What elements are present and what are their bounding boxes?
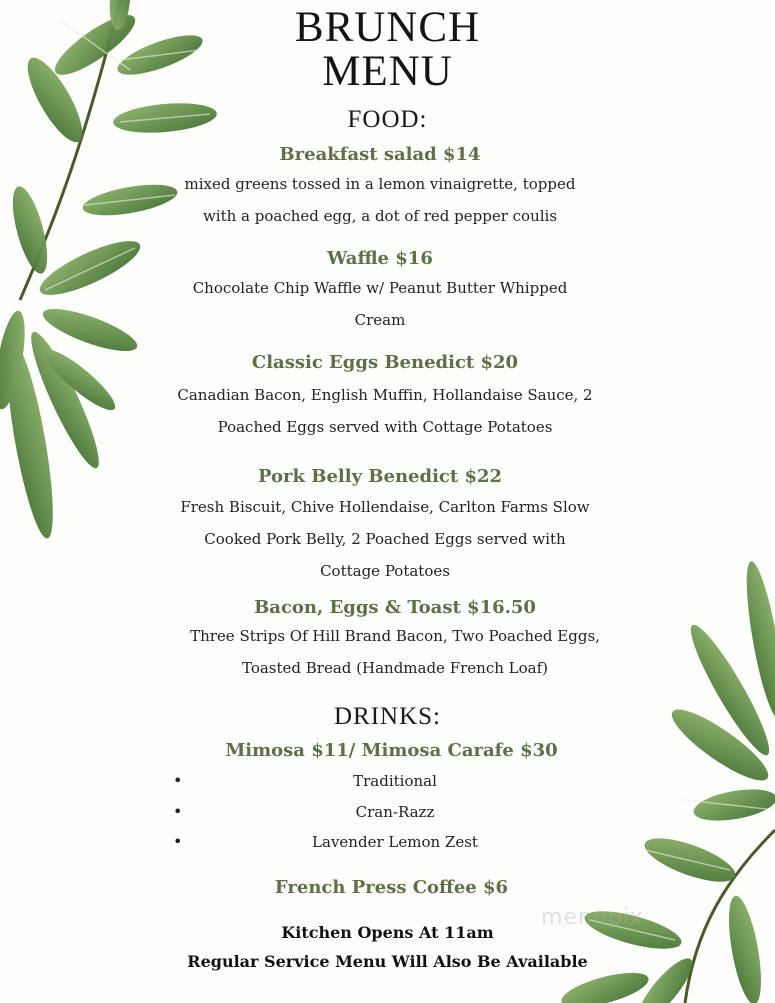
mimosa-title: Mimosa $11/ Mimosa Carafe $30	[225, 740, 558, 761]
menu-item-desc	[0, 379, 770, 443]
desc-line: Poached Eggs served with Cottage Potatoes	[217, 418, 553, 436]
option-label: Traditional	[353, 772, 437, 790]
list-item	[170, 766, 620, 797]
desc-line: Fresh Biscuit, Chive Hollendaise, Carlton Farms Slow	[180, 498, 590, 516]
menu-item-title: Breakfast salad $14	[279, 144, 481, 165]
watermark-text: menupix	[541, 905, 644, 930]
bullet-icon: •	[173, 801, 183, 821]
desc-line: mixed greens tossed in a lemon vinaigrette, topped	[184, 175, 576, 193]
menu-item-desc	[0, 272, 760, 336]
coffee-item: French Press Coffee $6	[274, 877, 509, 898]
footer-service-note: Regular Service Menu Will Also Be Available	[187, 952, 588, 971]
menu-item-desc	[0, 620, 775, 684]
menu-item-title: Bacon, Eggs & Toast $16.50	[254, 597, 536, 618]
desc-line: Cooked Pork Belly, 2 Poached Eggs served with	[204, 530, 566, 548]
desc-line: Three Strips Of Hill Brand Bacon, Two Poached Eggs,	[190, 627, 600, 645]
food-heading: FOOD:	[347, 106, 428, 133]
title-line-menu: MENU	[322, 48, 453, 95]
desc-line: with a poached egg, a dot of red pepper coulis	[202, 207, 558, 225]
desc-line: Cream	[354, 311, 406, 329]
mimosa-options-list	[170, 766, 620, 858]
list-item	[170, 797, 620, 828]
menu-item-title: Classic Eggs Benedict $20	[251, 352, 519, 373]
footer-kitchen-hours: Kitchen Opens At 11am	[281, 923, 494, 942]
desc-line: Canadian Bacon, English Muffin, Hollandaise Sauce, 2	[177, 386, 593, 404]
desc-line: Chocolate Chip Waffle w/ Peanut Butter Whipped	[192, 279, 568, 297]
bullet-icon: •	[173, 771, 183, 790]
page-title	[0, 6, 775, 94]
list-item	[170, 827, 620, 858]
option-label: Lavender Lemon Zest	[312, 833, 478, 851]
menu-item-desc	[0, 491, 770, 587]
desc-line: Cottage Potatoes	[320, 562, 450, 580]
option-label: Cran-Razz	[355, 802, 435, 821]
drinks-heading: DRINKS:	[333, 703, 441, 730]
menu-item-title: Waffle $16	[327, 248, 433, 269]
menu-item-desc	[0, 168, 760, 232]
bullet-icon: •	[173, 832, 183, 851]
title-line-brunch: BRUNCH	[294, 4, 481, 51]
menu-item-title: Pork Belly Benedict $22	[257, 466, 503, 487]
desc-line: Toasted Bread (Handmade French Loaf)	[241, 659, 548, 677]
